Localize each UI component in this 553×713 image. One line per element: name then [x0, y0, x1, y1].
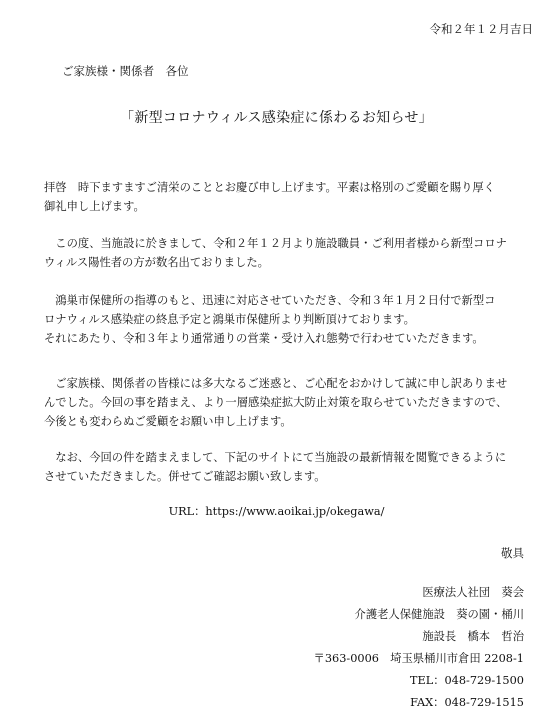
text-line: ご家族様、関係者の皆様には多大なるご迷惑と、ご心配をおかけして誠に申し訳ありませ: [44, 377, 508, 390]
text-line: させていただきました。併せてご確認お願い致します。: [44, 470, 326, 483]
text-line: 鴻巣市保健所の指導のもと、迅速に対応させていただき、令和３年１月２日付で新型コ: [44, 294, 496, 307]
greeting-paragraph: [44, 178, 518, 216]
signature-address: 〒363-0006 埼玉県桶川市倉田 2208-1: [313, 652, 524, 665]
health-center-paragraph: [44, 291, 518, 348]
text-line: 今後とも変わらぬご愛顧をお願い申し上げます。: [44, 415, 292, 428]
signature-fax: FAX：048-729-1515: [410, 696, 524, 709]
addressee: ご家族様・関係者 各位: [62, 64, 189, 78]
document-title: 「新型コロナウィルス感染症に係わるお知らせ」: [120, 110, 433, 126]
text-line: それにあたり、令和３年より通常通りの営業・受け入れ態勢で行わせていただきます。: [44, 332, 484, 345]
text-line: んでした。今回の事を踏まえ、より一層感染症拡大防止対策を取らせていただきますので、: [44, 396, 508, 409]
announcement-paragraph: [44, 234, 518, 272]
text-line: この度、当施設に於きまして、令和２年１２月より施設職員・ご利用者様から新型コロナ: [44, 237, 507, 250]
apology-paragraph: [44, 374, 518, 431]
website-url: URL：https://www.aoikai.jp/okegawa/: [168, 505, 385, 518]
text-line: 御礼申し上げます。: [44, 200, 145, 213]
signature-director: 施設長 橋本 哲治: [422, 630, 524, 643]
signature-facility: 介護老人保健施設 葵の園・桶川: [354, 608, 524, 621]
signature-organization: 医療法人社団 葵会: [422, 586, 524, 599]
signature-tel: TEL：048-729-1500: [409, 674, 524, 687]
text-line: ロナウィルス感染症の終息予定と鴻巣市保健所より判断頂けております。: [44, 313, 415, 326]
document-date: 令和２年１２月吉日: [429, 22, 533, 36]
text-line: ウィルス陽性者の方が数名出ておりました。: [44, 256, 269, 269]
text-line: なお、今回の件を踏まえまして、下記のサイトにて当施設の最新情報を閲覧できるように: [44, 451, 507, 464]
closing-word: 敬具: [501, 546, 524, 560]
text-line: 拝啓 時下ますますご清栄のこととお慶び申し上げます。平素は格別のご愛顧を賜り厚く: [44, 181, 495, 194]
website-paragraph: [44, 448, 518, 486]
